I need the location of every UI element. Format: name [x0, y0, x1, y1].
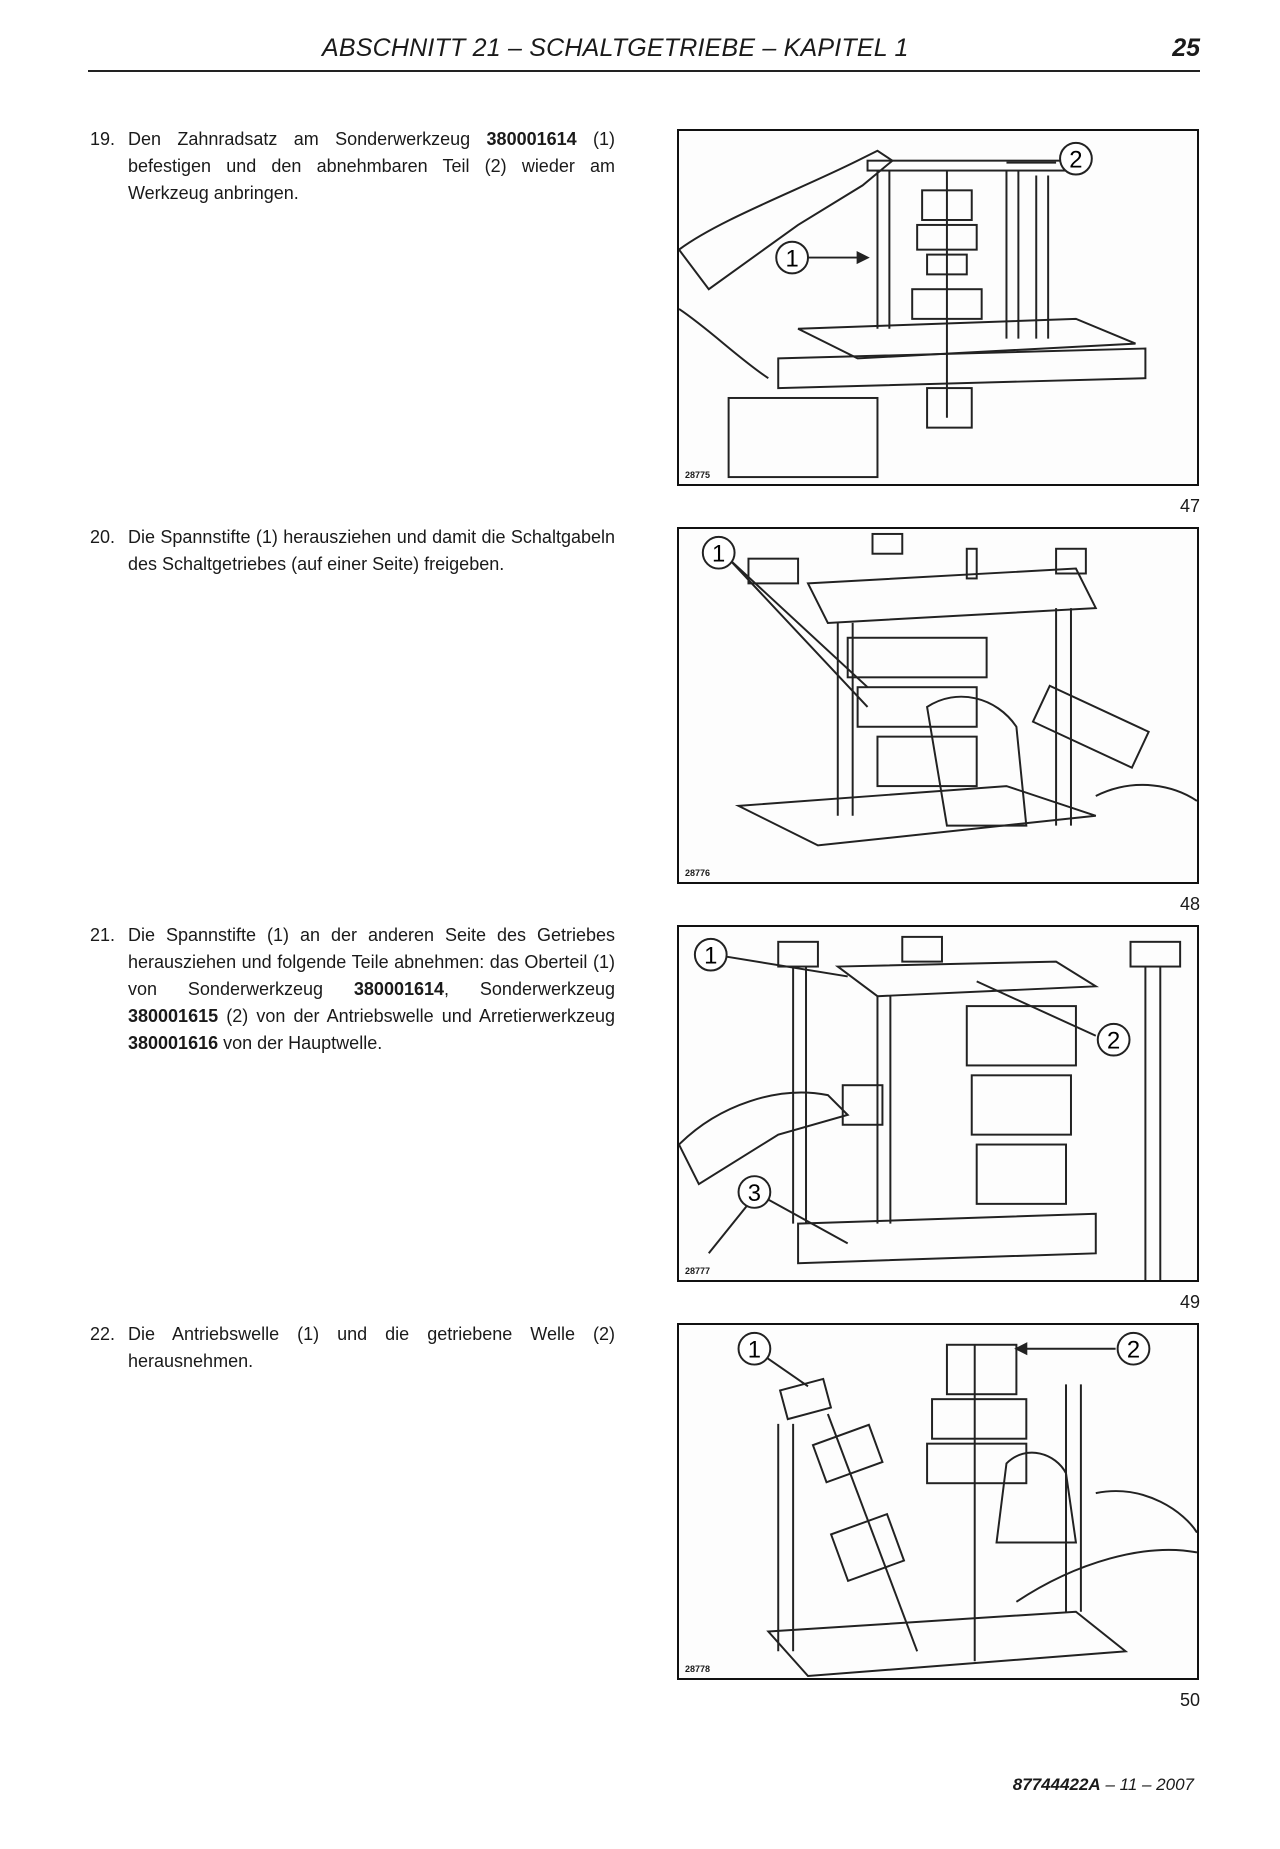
- step-number: 20.: [90, 527, 116, 547]
- figure-code: 28777: [685, 1266, 711, 1276]
- figure-code: 28776: [685, 868, 711, 878]
- document-code: 87744422A – 11 – 2007: [1012, 1775, 1194, 1794]
- step-22: [90, 1321, 615, 1375]
- figure-number: 47: [1179, 496, 1200, 516]
- page-number: 25: [1172, 34, 1200, 62]
- step-text: Die Antriebswelle (1) und die getriebene Welle (2) herausnehmen.: [128, 1324, 615, 1371]
- step-21: [90, 922, 615, 1057]
- spring-pin-removal-illustration: [679, 529, 1197, 882]
- callout-label-2: 2: [1069, 146, 1083, 174]
- callout-label-2: 2: [1107, 1027, 1121, 1055]
- shaft-removal-illustration: [679, 1325, 1197, 1678]
- figure-50: [677, 1323, 1199, 1680]
- figure-number: 49: [1179, 1292, 1200, 1312]
- step-20: [90, 524, 615, 578]
- gear-set-tool-illustration: [679, 131, 1197, 484]
- step-number: 21.: [90, 925, 116, 945]
- header-divider: [88, 70, 1200, 72]
- callout-label-1: 1: [785, 245, 799, 273]
- section-title: ABSCHNITT 21 – SCHALTGETRIEBE – KAPITEL 1: [322, 34, 909, 62]
- callout-label-1: 1: [747, 1336, 762, 1364]
- callout-label-1: 1: [704, 942, 718, 970]
- callout-label-2: 2: [1126, 1336, 1141, 1364]
- figure-code: 28775: [685, 470, 711, 480]
- step-number: 22.: [90, 1324, 116, 1344]
- step-19: [90, 126, 615, 207]
- figure-48: [677, 527, 1199, 884]
- step-text: Die Spannstifte (1) an der anderen Seite des Getriebes herausziehen und folgende Teile abnehmen: das Oberteil (1) von Sonderwerkzeug 380001614, Sonderwerkzeug 380001615 (2) von der Antriebswelle und Arretierwerkzeug 380001616 von der Hauptwelle.: [128, 925, 615, 1053]
- tool-removal-illustration: [679, 927, 1197, 1280]
- figure-number: 48: [1179, 894, 1200, 914]
- step-text: Die Spannstifte (1) herausziehen und damit die Schaltgabeln des Schaltgetriebes (auf einer Seite) freigeben.: [128, 527, 615, 574]
- figure-49: [677, 925, 1199, 1282]
- step-number: 19.: [90, 129, 116, 149]
- callout-label-3: 3: [747, 1179, 762, 1207]
- step-text: Den Zahnradsatz am Sonderwerkzeug 380001614 (1) befestigen und den abnehmbaren Teil (2) wieder am Werkzeug anbringen.: [128, 129, 615, 203]
- figure-47: [677, 129, 1199, 486]
- figure-number: 50: [1179, 1690, 1200, 1710]
- callout-label-1: 1: [712, 540, 726, 568]
- figure-code: 28778: [685, 1664, 711, 1674]
